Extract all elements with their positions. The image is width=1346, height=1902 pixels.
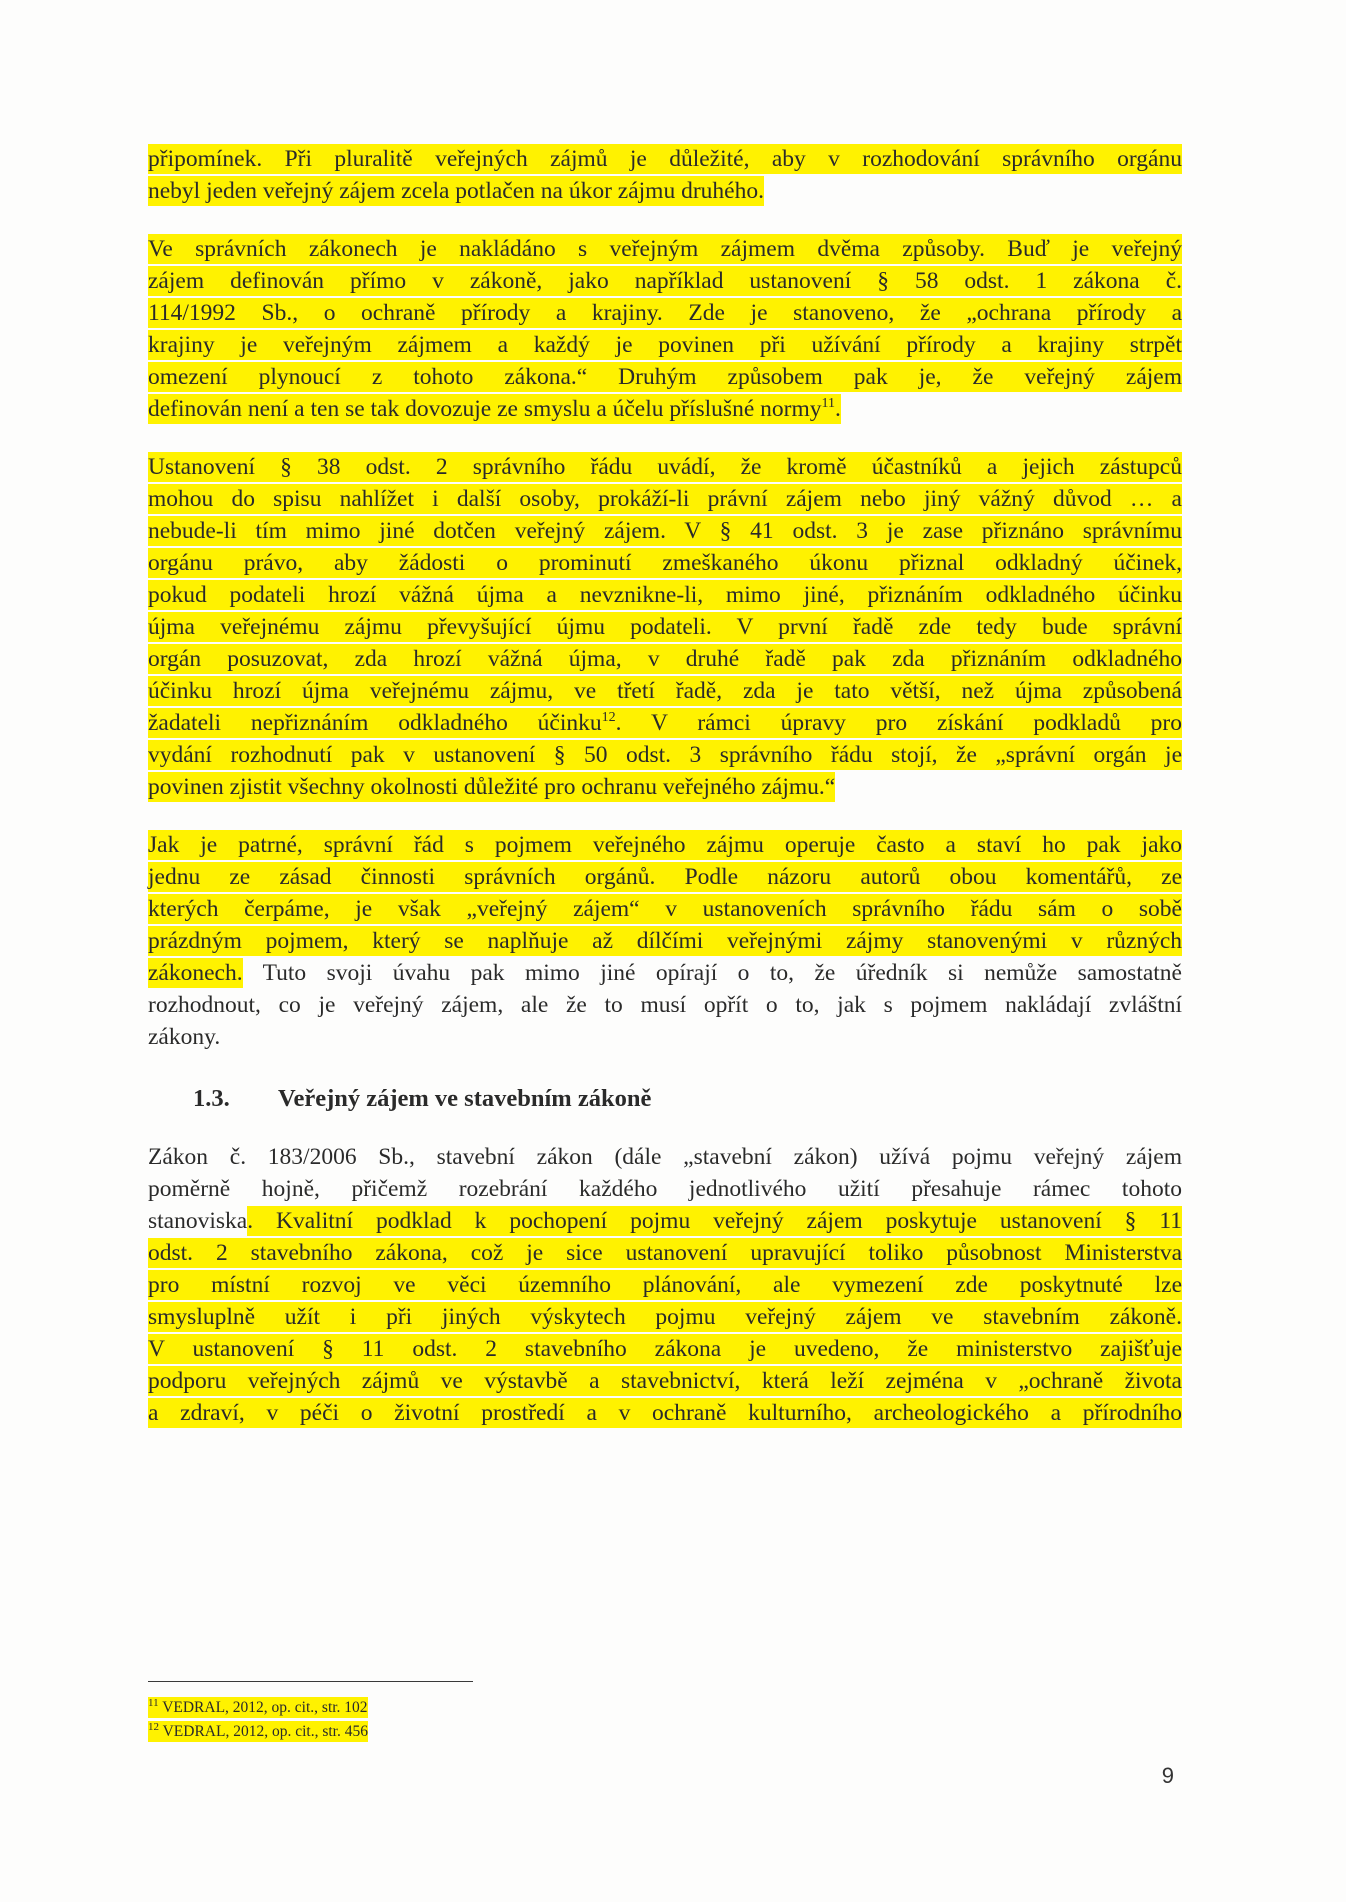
highlighted-text: vydání rozhodnutí pak v ustanovení § 50 odst. 3 správního řádu stojí, že „správní orgán je: [148, 742, 1182, 768]
footnote-12: [148, 1720, 848, 1744]
highlighted-text: připomínek. Při pluralitě veřejných zájmů je důležité, aby v rozhodování správního orgánu: [148, 146, 1182, 172]
highlighted-text: nebude-li tím mimo jiné dotčen veřejný zájem. V § 41 odst. 3 je zase přiznáno správnímu: [148, 518, 1182, 544]
highlighted-text: krajiny je veřejným zájmem a každý je povinen při užívání přírody a krajiny strpět: [148, 332, 1182, 358]
highlighted-text: zájem definován přímo v zákoně, jako například ustanovení § 58 odst. 1 zákona č.: [148, 268, 1182, 294]
plain-text: rozhodnout, co je veřejný zájem, ale že to musí opřít o to, jak s pojmem nakládají zvláštní: [148, 992, 1182, 1018]
highlighted-text: nebyl jeden veřejný zájem zcela potlačen na úkor zájmu druhého.: [148, 178, 764, 204]
section-paragraph: [148, 1141, 1182, 1429]
highlighted-text: V ustanovení § 11 odst. 2 stavebního zákona je uvedeno, že ministerstvo zajišťuje: [148, 1336, 1182, 1362]
highlighted-text: žadateli nepřiznáním odkladného účinku$^{12}$. V rámci úpravy pro získání podkladů pro: [148, 710, 1182, 736]
highlighted-text: pokud podateli hrozí vážná újma a nevznikne-li, mimo jiné, přiznáním odkladného účinku: [148, 582, 1182, 608]
footnote-separator: [148, 1681, 473, 1682]
paragraph-1: [148, 143, 1182, 207]
highlighted-text: a zdraví, v péči o životní prostředí a v ochraně kulturního, archeologického a přírodního: [148, 1400, 1182, 1426]
highlighted-text: mohou do spisu nahlížet i další osoby, prokáží-li právní zájem nebo jiný vážný důvod … a: [148, 486, 1182, 512]
plain-text: Tuto svoji úvahu pak mimo jiné opírají o to, že úředník si nemůže samostatně: [242, 960, 1182, 986]
highlighted-text: . Kvalitní podklad k pochopení pojmu veřejný zájem poskytuje ustanovení § 11: [247, 1208, 1182, 1234]
section-number: 1.3.: [193, 1085, 230, 1112]
highlighted-text: újma veřejnému zájmu převyšující újmu podateli. V první řadě zde tedy bude správní: [148, 614, 1182, 640]
footnote-ref-12[interactable]: 12: [601, 710, 616, 726]
plain-text: Zákon č. 183/2006 Sb., stavební zákon (dále „stavební zákon) užívá pojmu veřejný zájem: [148, 1144, 1182, 1170]
paragraph-4: [148, 829, 1182, 1053]
plain-text: zákony.: [148, 1024, 221, 1050]
highlighted-text: Jak je patrné, správní řád s pojmem veřejného zájmu operuje často a staví ho pak jako: [148, 832, 1182, 858]
paragraph-2: [148, 233, 1182, 425]
highlighted-text: Ve správních zákonech je nakládáno s veřejným zájmem dvěma způsoby. Buď je veřejný: [148, 236, 1182, 262]
highlighted-text: jednu ze zásad činnosti správních orgánů. Podle názoru autorů obou komentářů, ze: [148, 864, 1182, 890]
highlighted-text: kterých čerpáme, je však „veřejný zájem“ v ustanoveních správního řádu sám o sobě: [148, 896, 1182, 922]
highlighted-text: podporu veřejných zájmů ve výstavbě a stavebnictví, která leží zejména v „ochraně života: [148, 1368, 1182, 1394]
section-heading: [148, 1083, 1182, 1115]
highlighted-text: omezení plynoucí z tohoto zákona.“ Druhým způsobem pak je, že veřejný zájem: [148, 364, 1182, 390]
highlighted-text: definován není a ten se tak dovozuje ze smyslu a účelu příslušné normy$^{11}$.: [148, 396, 841, 422]
highlighted-text: odst. 2 stavebního zákona, což je sice ustanovení upravující toliko působnost Ministerstva: [148, 1240, 1182, 1266]
highlighted-text: prázdným pojmem, který se naplňuje až dílčími veřejnými zájmy stanovenými v různých: [148, 928, 1182, 954]
footnotes: [148, 1681, 848, 1744]
highlighted-text: orgánu právo, aby žádosti o prominutí zmeškaného úkonu přiznal odkladný účinek,: [148, 550, 1182, 576]
highlighted-text: účinku hrozí újma veřejnému zájmu, ve třetí řadě, zda je tato větší, než újma způsobená: [148, 678, 1182, 704]
highlighted-text: $^{11}$ VEDRAL, 2012, op. cit., str. 102: [148, 1696, 368, 1716]
page-body: [148, 143, 1182, 1429]
footnote-ref-11[interactable]: 11: [821, 396, 835, 412]
page-number: 9: [1161, 1763, 1174, 1788]
highlighted-text: $^{12}$ VEDRAL, 2012, op. cit., str. 456: [148, 1720, 368, 1740]
footnote-11: [148, 1696, 848, 1720]
highlighted-text: pro místní rozvoj ve věci územního plánování, ale vymezení zde poskytnuté lze: [148, 1272, 1182, 1298]
plain-text: poměrně hojně, přičemž rozebrání každého jednotlivého užití přesahuje rámec tohoto: [148, 1176, 1182, 1202]
highlighted-text: smysluplně užít i při jiných výskytech pojmu veřejný zájem ve stavebním zákoně.: [148, 1304, 1182, 1330]
highlighted-text: povinen zjistit všechny okolnosti důležité pro ochranu veřejného zájmu.“: [148, 774, 836, 800]
paragraph-3: [148, 451, 1182, 803]
highlighted-text: zákonech.: [148, 960, 243, 986]
section-title: Veřejný zájem ve stavebním zákoně: [278, 1085, 652, 1112]
highlighted-text: orgán posuzovat, zda hrozí vážná újma, v druhé řadě pak zda přiznáním odkladného: [148, 646, 1182, 672]
highlighted-text: 114/1992 Sb., o ochraně přírody a krajiny. Zde je stanoveno, že „ochrana přírody a: [148, 300, 1182, 326]
highlighted-text: Ustanovení § 38 odst. 2 správního řádu uvádí, že kromě účastníků a jejich zástupců: [148, 454, 1182, 480]
plain-text: stanoviska: [148, 1208, 248, 1234]
